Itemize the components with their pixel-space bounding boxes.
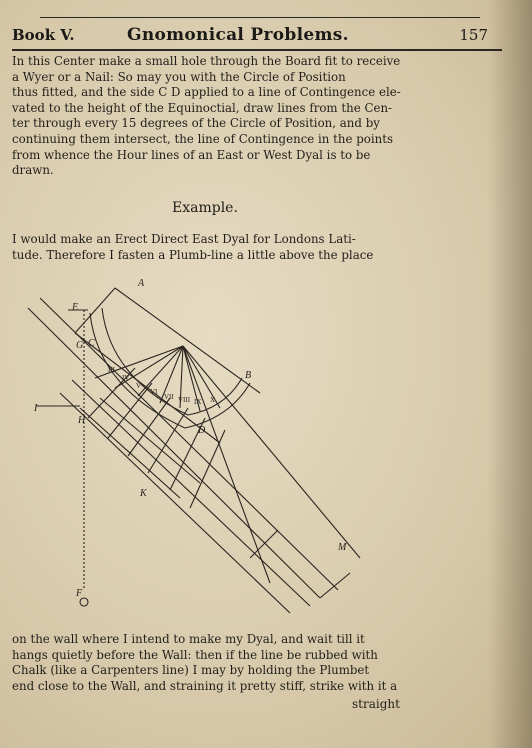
hour-numeral: VII <box>164 393 174 401</box>
dial-diagram <box>20 268 400 618</box>
page-number: 157 <box>459 26 488 44</box>
label-H: H <box>78 415 86 426</box>
hour-numeral: IX <box>194 398 202 406</box>
text-line: ter through every 15 degrees of the Circle of Position, and by <box>12 116 380 131</box>
label-C: C <box>88 338 95 349</box>
instrument-edge <box>115 288 260 393</box>
example-paragraph <box>12 232 412 263</box>
page-edge-shadow <box>488 0 532 748</box>
text-line: In this Center make a small hole through the Board fit to receive <box>12 54 401 68</box>
top-rule <box>40 17 480 18</box>
label-E: E <box>72 302 79 313</box>
catchword: straight <box>352 697 400 711</box>
plumb-bob-icon <box>80 598 88 606</box>
section-heading: Example. <box>172 200 238 216</box>
book-label: Book V. <box>12 26 75 44</box>
running-title: Gnomonical Problems. <box>127 25 349 45</box>
text-line: tude. Therefore I fasten a Plumb-line a little above the place <box>12 247 374 262</box>
text-line: I would make an Erect Direct East Dyal for Londons Lati- <box>12 232 356 246</box>
hour-numeral: III <box>108 366 115 374</box>
text-line: thus fitted, and the side C D applied to a line of Contingence ele- <box>12 85 401 100</box>
text-line: a Wyer or a Nail: So may you with the Circle of Position <box>12 69 346 84</box>
header-rule <box>12 49 502 51</box>
bottom-paragraph <box>12 632 412 694</box>
hour-numeral: IV <box>122 374 130 382</box>
text-line: Chalk (like a Carpenters line) I may by holding the Plumbet <box>12 663 370 678</box>
hour-numeral: X <box>210 396 216 404</box>
hour-numeral: VI <box>150 388 158 396</box>
label-A: A <box>138 278 145 289</box>
text-line: from whence the Hour lines of an East or West Dyal is to be <box>12 147 371 162</box>
label-D: D <box>198 425 206 436</box>
running-head <box>12 24 488 48</box>
label-I: I <box>34 403 38 414</box>
text-line: on the wall where I intend to make my Dyal, and wait till it <box>12 632 365 646</box>
text-line: drawn. <box>12 163 54 178</box>
text-line: continuing them intersect, the line of Contingence in the points <box>12 131 394 146</box>
text-line: vated to the height of the Equinoctial, draw lines from the Cen- <box>12 100 393 115</box>
label-K: K <box>140 488 147 499</box>
label-M: M <box>338 542 347 553</box>
hour-numeral: VIII <box>178 396 191 404</box>
contingence-line <box>60 393 290 613</box>
label-B: B <box>245 370 252 381</box>
text-line: end close to the Wall, and straining it pretty stiff, strike with it a <box>12 678 398 693</box>
top-paragraph <box>12 54 412 179</box>
text-line: hangs quietly before the Wall: then if the line be rubbed with <box>12 647 378 662</box>
label-F: F <box>76 588 83 599</box>
hour-numeral: V <box>136 382 142 390</box>
label-G: G <box>76 340 84 351</box>
